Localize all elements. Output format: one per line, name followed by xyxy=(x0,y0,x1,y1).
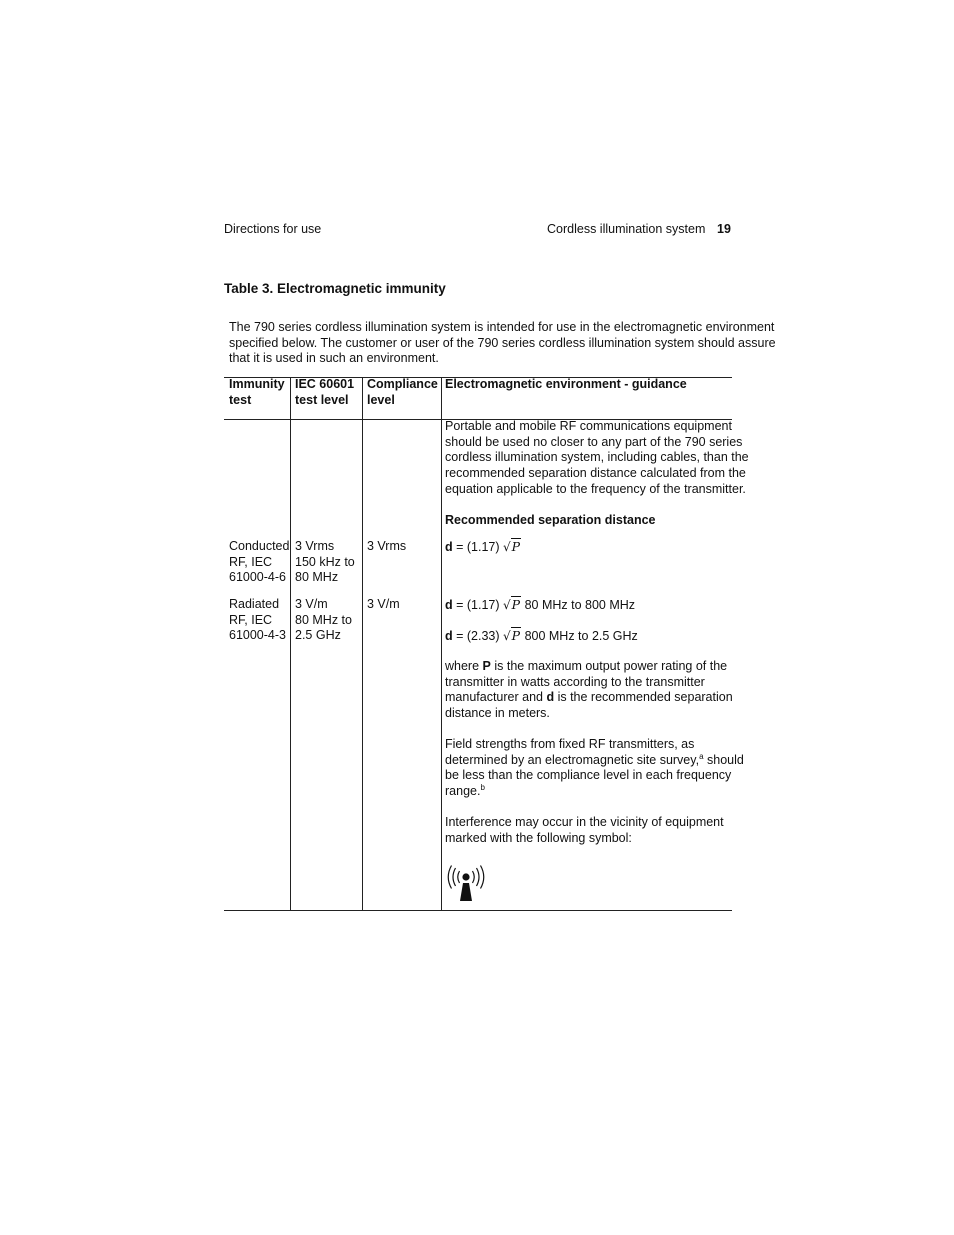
formula-var: P xyxy=(511,539,521,554)
column-header-guidance xyxy=(445,377,687,393)
column-header-test-level xyxy=(295,377,354,408)
cell-line: Conducted xyxy=(229,539,290,553)
cell-line: 61000-4-3 xyxy=(229,628,286,643)
interference-paragraph xyxy=(445,815,724,846)
running-header-title: Cordless illumination system xyxy=(547,222,706,236)
header-line: Electromagnetic environment - guidance xyxy=(445,377,687,391)
cell-line: 3 Vrms xyxy=(295,539,335,553)
sqrt-icon: √P xyxy=(503,628,521,643)
header-line: test xyxy=(229,392,252,407)
formula-coefficient: = (2.33) xyxy=(452,629,504,643)
cell-line: Radiated xyxy=(229,597,280,611)
header-line: test level xyxy=(295,392,349,407)
formula-conducted xyxy=(445,539,521,556)
cell-line: 2.5 GHz xyxy=(295,628,341,643)
table-row-radiated-compliance: 3 V/m xyxy=(367,597,400,611)
intro-line: that it is used in such an environment. xyxy=(229,351,439,366)
guidance-line: cordless illumination system, including cables, than the xyxy=(445,450,749,465)
header-line: IEC 60601 xyxy=(295,377,355,391)
where-line: where P is the maximum output power rating of the xyxy=(445,659,728,673)
field-line: be less than the compliance level in each frequency xyxy=(445,768,732,783)
where-line: manufacturer and d is the recommended separation xyxy=(445,690,733,705)
field-line: range.$^b$ xyxy=(445,782,485,799)
intro-line: The 790 series cordless illumination system is intended for use in the electromagnetic environment xyxy=(229,320,775,334)
column-divider xyxy=(290,377,291,911)
header-line: Immunity xyxy=(229,377,285,391)
field-strength-paragraph xyxy=(445,737,744,800)
table-row-conducted-level xyxy=(295,539,355,586)
header-line: Compliance xyxy=(367,377,438,391)
table-row-conducted-compliance: 3 Vrms xyxy=(367,539,407,553)
formula-var: P xyxy=(511,597,521,612)
running-header-left: Directions for use xyxy=(224,222,322,236)
table-row-radiated-level xyxy=(295,597,352,644)
header-line: level xyxy=(367,392,395,407)
recommended-distance-heading: Recommended separation distance xyxy=(445,513,656,527)
column-header-immunity-test xyxy=(229,377,285,408)
footnote-marker: b xyxy=(480,782,485,792)
cell-line: RF, IEC xyxy=(229,612,273,627)
formula-range: 80 MHz to 800 MHz xyxy=(521,598,636,612)
cell-line: 150 kHz to xyxy=(295,554,355,569)
column-header-compliance-level xyxy=(367,377,438,408)
field-line: Field strengths from fixed RF transmitters, as xyxy=(445,737,695,751)
sqrt-icon: √P xyxy=(503,539,521,554)
where-paragraph xyxy=(445,659,733,722)
formula-d: d xyxy=(445,540,453,554)
formula-d: d xyxy=(445,629,453,643)
table-row-conducted-test xyxy=(229,539,289,586)
formula-range: 800 MHz to 2.5 GHz xyxy=(521,629,638,643)
column-divider xyxy=(441,377,442,911)
intro-paragraph xyxy=(229,320,776,367)
field-line: determined by an electromagnetic site survey,$^a$ should xyxy=(445,751,744,767)
interference-line: marked with the following symbol: xyxy=(445,830,632,845)
page-number: 19 xyxy=(717,222,731,236)
table-bottom-rule xyxy=(224,910,732,911)
cell-line: 80 MHz to xyxy=(295,612,352,627)
where-line: transmitter in watts according to the transmitter xyxy=(445,674,705,689)
sqrt-icon: √P xyxy=(503,597,521,612)
cell-line: 3 V/m xyxy=(295,597,328,611)
table-row-radiated-test xyxy=(229,597,286,644)
intro-line: specified below. The customer or user of the 790 series cordless illumination system should assure xyxy=(229,335,776,350)
guidance-line: Portable and mobile RF communications equipment xyxy=(445,419,732,433)
guidance-line: equation applicable to the frequency of the transmitter. xyxy=(445,481,746,496)
guidance-line: recommended separation distance calculated from the xyxy=(445,466,746,481)
cell-line: 61000-4-6 xyxy=(229,570,286,585)
formula-coefficient: = (1.17) xyxy=(452,540,504,554)
guidance-line: should be used no closer to any part of the 790 series xyxy=(445,434,743,449)
formula-d: d xyxy=(445,598,453,612)
formula-coefficient: = (1.17) xyxy=(452,598,504,612)
guidance-intro xyxy=(445,419,749,498)
footnote-marker: a xyxy=(699,751,704,761)
interference-line: Interference may occur in the vicinity of equipment xyxy=(445,815,724,829)
non-ionizing-radiation-icon xyxy=(445,864,487,904)
formula-radiated-high xyxy=(445,628,638,645)
cell-line: 80 MHz xyxy=(295,570,339,585)
cell-line: RF, IEC xyxy=(229,554,273,569)
formula-var: P xyxy=(511,628,521,643)
table-title: Table 3. Electromagnetic immunity xyxy=(224,281,446,296)
where-line: distance in meters. xyxy=(445,706,550,721)
formula-radiated-low xyxy=(445,597,635,614)
column-divider xyxy=(362,377,363,911)
